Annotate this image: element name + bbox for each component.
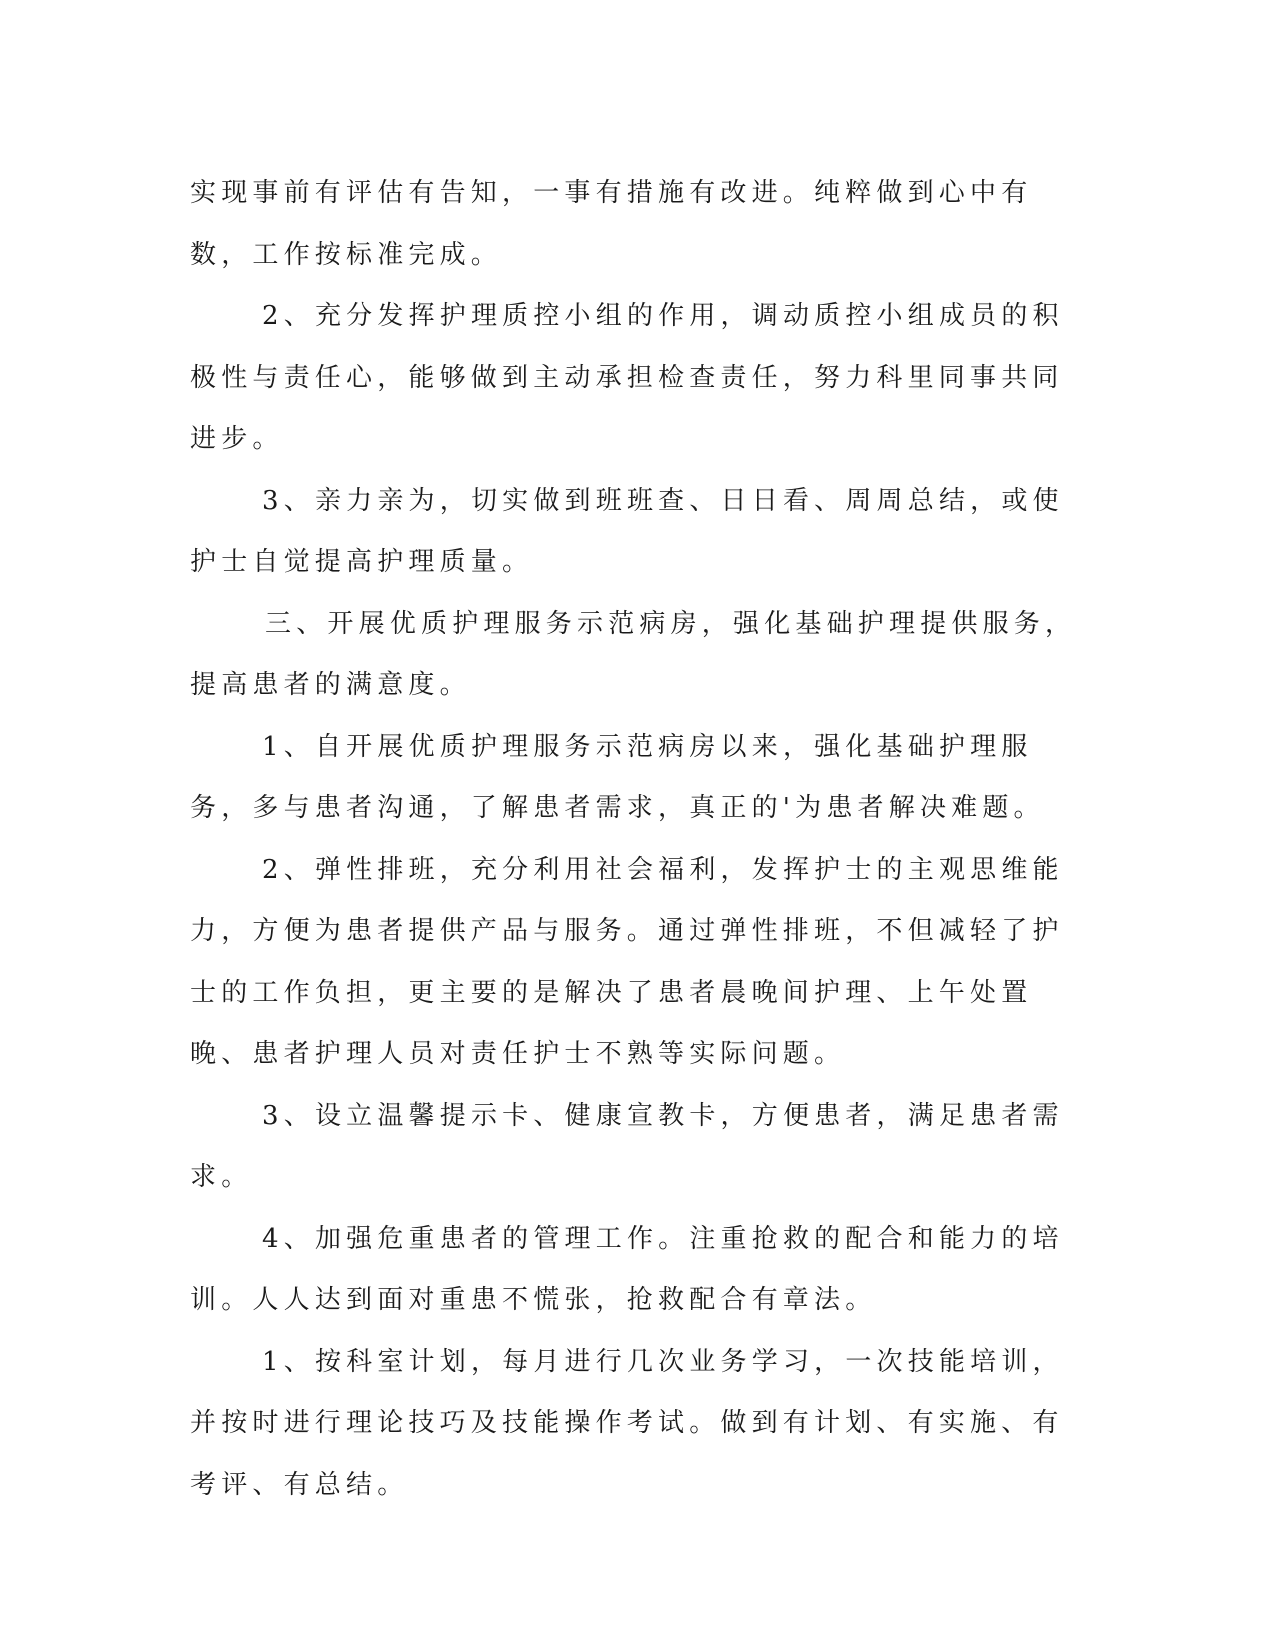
paragraph-item-3-inspection: 3、亲力亲为，切实做到班班查、日日看、周周总结，或使护士自觉提高护理质量。 xyxy=(190,485,1064,577)
paragraph-item-3-reminder-cards: 3、设立温馨提示卡、健康宣教卡，方便患者，满足患者需求。 xyxy=(190,1100,1064,1192)
paragraph-item-2-quality-team: 2、充分发挥护理质控小组的作用，调动质控小组成员的积极性与责任心，能够做到主动承担检查责任，努力科里同事共同进步。 xyxy=(190,301,1064,454)
paragraph-item-1-model-ward: 1、自开展优质护理服务示范病房以来，强化基础护理服务，多与患者沟通，了解患者需求，真正的'为患者解决难题。 xyxy=(190,731,1045,823)
paragraph-item-1-training-plan: 1、按科室计划，每月进行几次业务学习，一次技能培训，并按时进行理论技巧及技能操作考试。做到有计划、有实施、有考评、有总结。 xyxy=(190,1346,1064,1500)
section-heading-three: 三、开展优质护理服务示范病房，强化基础护理提供服务，提高患者的满意度。 xyxy=(190,608,1077,700)
paragraph-continuation: 实现事前有评估有告知，一事有措施有改进。纯粹做到心中有数，工作按标准完成。 xyxy=(190,178,1033,270)
paragraph-item-2-flexible-shift: 2、弹性排班，充分利用社会福利，发挥护士的主观思维能力，方便为患者提供产品与服务。通过弹性排班，不但减轻了护士的工作负担，更主要的是解决了患者晨晚间护理、上午处置晚、患者护理人员对责任护士不熟等实际问题。 xyxy=(190,854,1064,1069)
paragraph-item-4-critical-care: 4、加强危重患者的管理工作。注重抢救的配合和能力的培训。人人达到面对重患不慌张，抢救配合有章法。 xyxy=(190,1223,1064,1315)
document-body xyxy=(190,163,1090,1516)
